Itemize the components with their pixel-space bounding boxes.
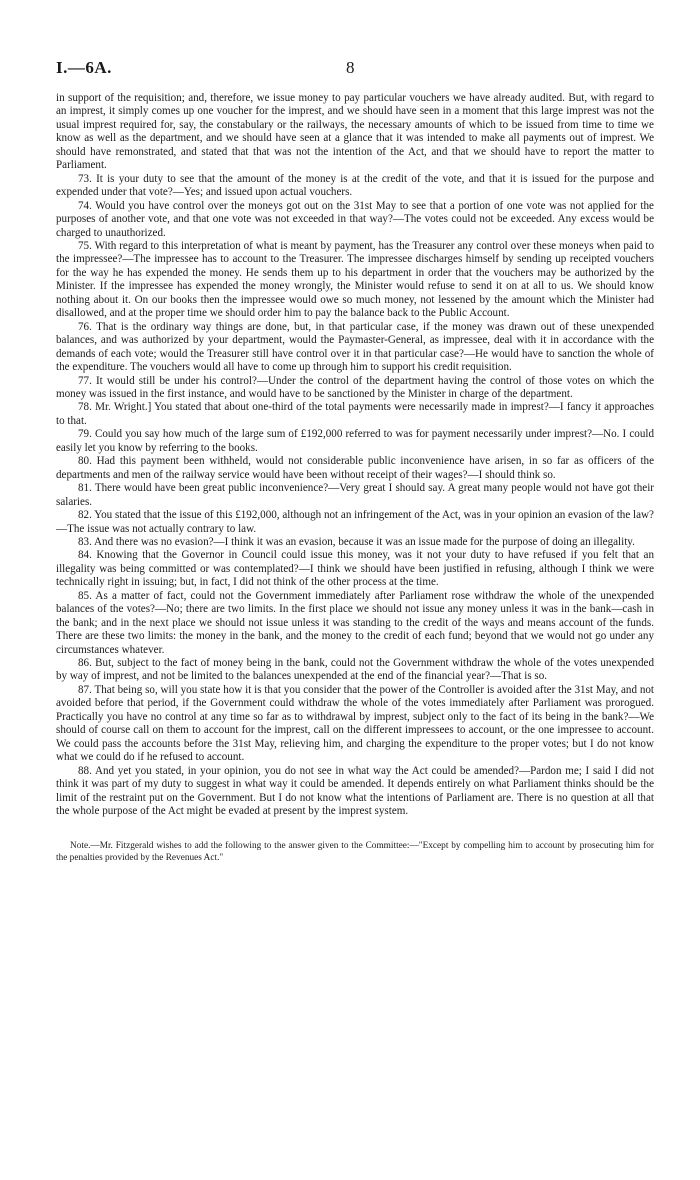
question-73: 73. It is your duty to see that the amount of the money is at the credit of the vote, and that it is issued for the purpose and expended under that vote?—Yes; and issued upon actual vouchers. <box>56 172 654 199</box>
parliamentary-paper-reference: I.—6A. <box>56 58 112 77</box>
question-77: 77. It would still be under his control?—Under the control of the department having the control of those votes on which the money was issued in the first instance, and would have to be sanctioned by the Minister in charge of the department. <box>56 374 654 400</box>
question-76: 76. That is the ordinary way things are done, but, in that particular case, if the money was drawn out of these unexpended balances, and was authorized by your department, would the Paymaster-General, as impressee, deal with it in accordance with the demands of each vote; would the Treasurer still have control over it in that particular case?—He would have to sanction the whole of the expenditure. The vouchers would all have to come up through him to support his credit requisition. <box>56 320 654 374</box>
question-79: 79. Could you say how much of the large sum of £192,000 referred to was for payment necessarily under imprest?—No. I could easily let you know by referring to the books. <box>56 428 654 454</box>
question-78: 78. Mr. Wright.] You stated that about one-third of the total payments were necessarily made in imprest?—I fancy it approaches to that. <box>56 401 654 427</box>
question-81: 81. There would have been great public inconvenience?—Very great I should say. A great many people would not have got their salaries. <box>56 482 654 508</box>
page-header <box>56 58 654 84</box>
question-88: 88. And yet you stated, in your opinion, you do not see in what way the Act could be amended?—Pardon me; I said I did not think it was part of my duty to suggest in what way it could be amended. It depends entirely on what Parliament thinks should be the limit of the restraint put on the Government. But I do not know what the intentions of Parliament are. There is no question at all that the whole purpose of the Act might be evaded at present by the imprest system. <box>56 764 654 818</box>
footnote: Note.—Mr. Fitzgerald wishes to add the following to the answer given to the Committee:—"Except by compelling him to account by prosecuting him for the penalties provided by the Revenues Act." <box>56 841 654 864</box>
page-number: 8 <box>346 58 355 77</box>
question-85: 85. As a matter of fact, could not the Government immediately after Parliament rose withdraw the whole of the unexpended balances of the votes?—No; there are two limits. In the first place we should not issue any money unless it was in the bank—cash in the bank; and in the next place we should not issue unless it was standing to the credit of the ways and means account of the funds. There are these two limits: the money in the bank, and the money to the credit of each fund; beyond that we would not go under any circumstances whatever. <box>56 589 654 656</box>
question-80: 80. Had this payment been withheld, would not considerable public inconvenience have arisen, in so far as officers of the departments and men of the railway service would have been without receipt of their wages?—I should think so. <box>56 455 654 481</box>
question-83: 83. And there was no evasion?—I think it was an evasion, because it was an issue made for the purpose of doing an illegality. <box>78 535 635 548</box>
document-page <box>56 58 654 864</box>
evidence-body <box>56 92 654 818</box>
question-75: 75. With regard to this interpretation of what is meant by payment, has the Treasurer any control over these moneys when paid to the impressee?—The impressee has to account to the Treasurer. The impressee discharges himself by sending up receipted vouchers for the way he has expended the money. He sends them up to his department in order that the vouchers may be authorized by the Minister. If the impressee has expended the money wrongly, the Minister would refuse to send it on at all to us. We should know nothing about it. On our books then the impressee would owe so much money, not lessened by the amount which the Minister had disallowed, and at the proper time we should order him to pay the balance back to the Public Account. <box>56 239 654 320</box>
question-74: 74. Would you have control over the moneys got out on the 31st May to see that a portion of one vote was not applied for the purposes of another vote, and that one vote was not exceeded in that way?—The votes could not be exceeded. Any excess would be charged to unauthorized. <box>56 199 654 239</box>
question-82: 82. You stated that the issue of this £192,000, although not an infringement of the Act, was in your opinion an evasion of the law?—The issue was not actually contrary to law. <box>56 509 654 535</box>
question-84: 84. Knowing that the Governor in Council could issue this money, was it not your duty to have refused if you felt that an illegality was being committed or was contemplated?—I think we should have been justified in refusing, although I think we were technically right in issuing; but, in fact, I did not think of the other process at the time. <box>56 549 654 589</box>
question-86: 86. But, subject to the fact of money being in the bank, could not the Government withdraw the whole of the votes unexpended by way of imprest, and not be limited to the balances unexpended at the end of the financial year?—That is so. <box>56 657 654 683</box>
paragraph-continued: in support of the requisition; and, therefore, we issue money to pay particular vouchers we have already audited. But, with regard to an imprest, it simply comes up one voucher for the imprest, and we should have seen in a moment that this large imprest was not the usual imprest required for, say, the constabulary or the railways, the necessary amounts of which to be issued from time to time we know as well as the department, and we should have seen at a glance that it was intended to make all payments out of imprest. We should have remonstrated, and stated that that was not the intention of the Act, and that we should have to report the matter to Parliament. <box>56 92 654 172</box>
question-87: 87. That being so, will you state how it is that you consider that the power of the Controller is avoided after the 31st May, and not avoided before that period, if the Government could withdraw the whole of the votes immediately after Parliament was prorogued. Practically you have no control at any time so far as to withdrawal by imprest, subject only to the fact of its being in the bank?—We should of course call on them to account for the imprest, call on the different impressees to account, or the one impressee to account. We could pass the accounts before the 31st May, relieving him, and charging the expenditure to the proper votes; but I do not know what we could do if he refused to account. <box>56 683 654 764</box>
